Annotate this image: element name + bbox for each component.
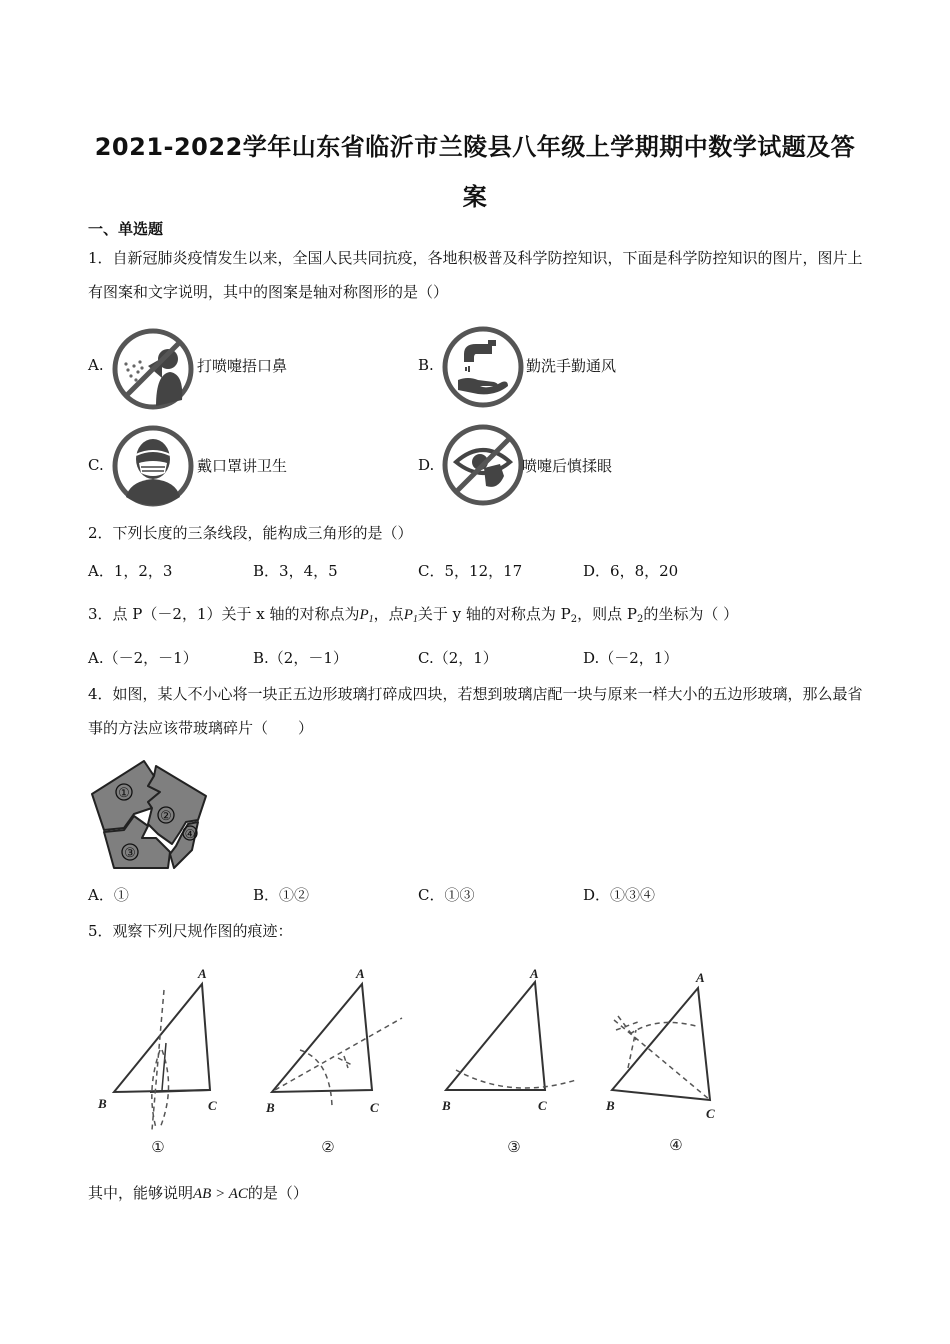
title-line-1: 2021-2022学年山东省临沂市兰陵县八年级上学期期中数学试题及答 <box>94 133 856 161</box>
q3-text-5: 的坐标为（ ） <box>643 605 739 623</box>
broken-pentagon-figure <box>86 758 212 872</box>
q3-p2-sub-2: 2 <box>636 614 644 625</box>
piece-4-label: ④ <box>184 827 196 841</box>
section-heading: 一、单选题 <box>88 220 164 238</box>
fig3-vertex-a: A <box>530 966 539 981</box>
q1-option-a-label[interactable]: A. <box>88 356 104 374</box>
q5-expression: AB > AC <box>193 1186 248 1202</box>
fig2-number: ② <box>321 1140 335 1156</box>
q5-tail-1: 其中，能够说明 <box>88 1184 194 1202</box>
question-1-text: 1．自新冠肺炎疫情发生以来，全国人民共同抗疫，各地积极普及科学防控知识，下面是科学防控知识的图片，图片上有图案和文字说明，其中的图案是轴对称图形的是（） <box>88 249 863 301</box>
q4-option-c[interactable]: C．①③ <box>418 886 475 904</box>
q2-option-a[interactable]: A．1，2，3 <box>88 562 173 580</box>
q1-option-d-caption: 喷嚏后慎揉眼 <box>522 457 613 475</box>
q2-option-b[interactable]: B．3，4，5 <box>253 562 338 580</box>
question-5-tail <box>88 1183 308 1204</box>
fig3-vertex-c: C <box>538 1098 547 1113</box>
construction-figures <box>90 960 730 1160</box>
q3-option-c[interactable]: C.（2，1） <box>418 649 498 667</box>
fig2-vertex-b: B <box>266 1100 275 1115</box>
q4-option-b[interactable]: B．①② <box>253 886 310 904</box>
q1-option-b-label[interactable]: B. <box>418 356 434 374</box>
piece-3-label: ③ <box>124 845 136 860</box>
wash-hands-icon <box>442 326 524 408</box>
fig4-vertex-b: B <box>606 1098 615 1113</box>
q3-text-3: 关于 y 轴的对称点为 P <box>417 605 571 623</box>
no-rub-eyes-icon <box>442 424 524 506</box>
fig1-vertex-b: B <box>98 1096 107 1111</box>
q3-option-b[interactable]: B.（2，－1） <box>253 649 348 667</box>
q3-p2-sub: 2 <box>570 614 578 625</box>
fig2-vertex-a: A <box>356 966 365 981</box>
q3-p1-symbol-2: $P_1$ <box>403 607 418 625</box>
fig4-vertex-a: A <box>696 970 705 985</box>
q3-text-1: 3．点 P（－2，1）关于 x 轴的对称点为 <box>88 605 360 623</box>
piece-2-label: ② <box>160 808 172 823</box>
q3-text-2: ，点 <box>373 605 404 623</box>
fig3-number: ③ <box>507 1140 521 1156</box>
fig1-number: ① <box>151 1140 165 1156</box>
q5-tail-2: 的是（） <box>247 1184 308 1202</box>
q1-option-c-caption: 戴口罩讲卫生 <box>197 457 288 475</box>
q2-option-d[interactable]: D．6，8，20 <box>583 562 679 580</box>
q3-option-d[interactable]: D.（－2，1） <box>583 649 679 667</box>
q4-option-d[interactable]: D．①③④ <box>583 886 656 904</box>
question-3-text <box>88 604 738 630</box>
q1-option-b-caption: 勤洗手勤通风 <box>526 357 617 375</box>
q4-option-a[interactable]: A．① <box>88 886 129 904</box>
q3-option-a[interactable]: A.（－2，－1） <box>88 649 198 667</box>
question-5-text: 5．观察下列尺规作图的痕迹： <box>88 922 293 940</box>
q1-option-a-caption: 打喷嚏捂口鼻 <box>197 357 288 375</box>
fig4-vertex-c: C <box>706 1106 715 1121</box>
question-4-text: 4．如图，某人不小心将一块正五边形玻璃打碎成四块，若想到玻璃店配一块与原来一样大小的五边形玻璃，那么最省事的方法应该带玻璃碎片（ ） <box>88 685 863 737</box>
fig4-number: ④ <box>669 1138 683 1154</box>
q3-text-4: ，则点 P <box>577 605 637 623</box>
piece-1-label: ① <box>118 785 130 800</box>
q1-option-d-label[interactable]: D. <box>418 456 435 474</box>
q3-p1-symbol: $P_1$ <box>359 607 374 625</box>
cover-sneeze-icon <box>112 328 194 410</box>
fig2-vertex-c: C <box>370 1100 379 1115</box>
fig1-vertex-a: A <box>198 966 207 981</box>
title-line-2: 案 <box>462 183 488 211</box>
q2-option-c[interactable]: C．5，12，17 <box>418 562 523 580</box>
question-2-text: 2．下列长度的三条线段，能构成三角形的是（） <box>88 524 413 542</box>
fig3-vertex-b: B <box>442 1098 451 1113</box>
q1-option-c-label[interactable]: C. <box>88 456 104 474</box>
fig1-vertex-c: C <box>208 1098 217 1113</box>
wear-mask-icon <box>112 425 194 507</box>
document-title <box>60 122 890 222</box>
